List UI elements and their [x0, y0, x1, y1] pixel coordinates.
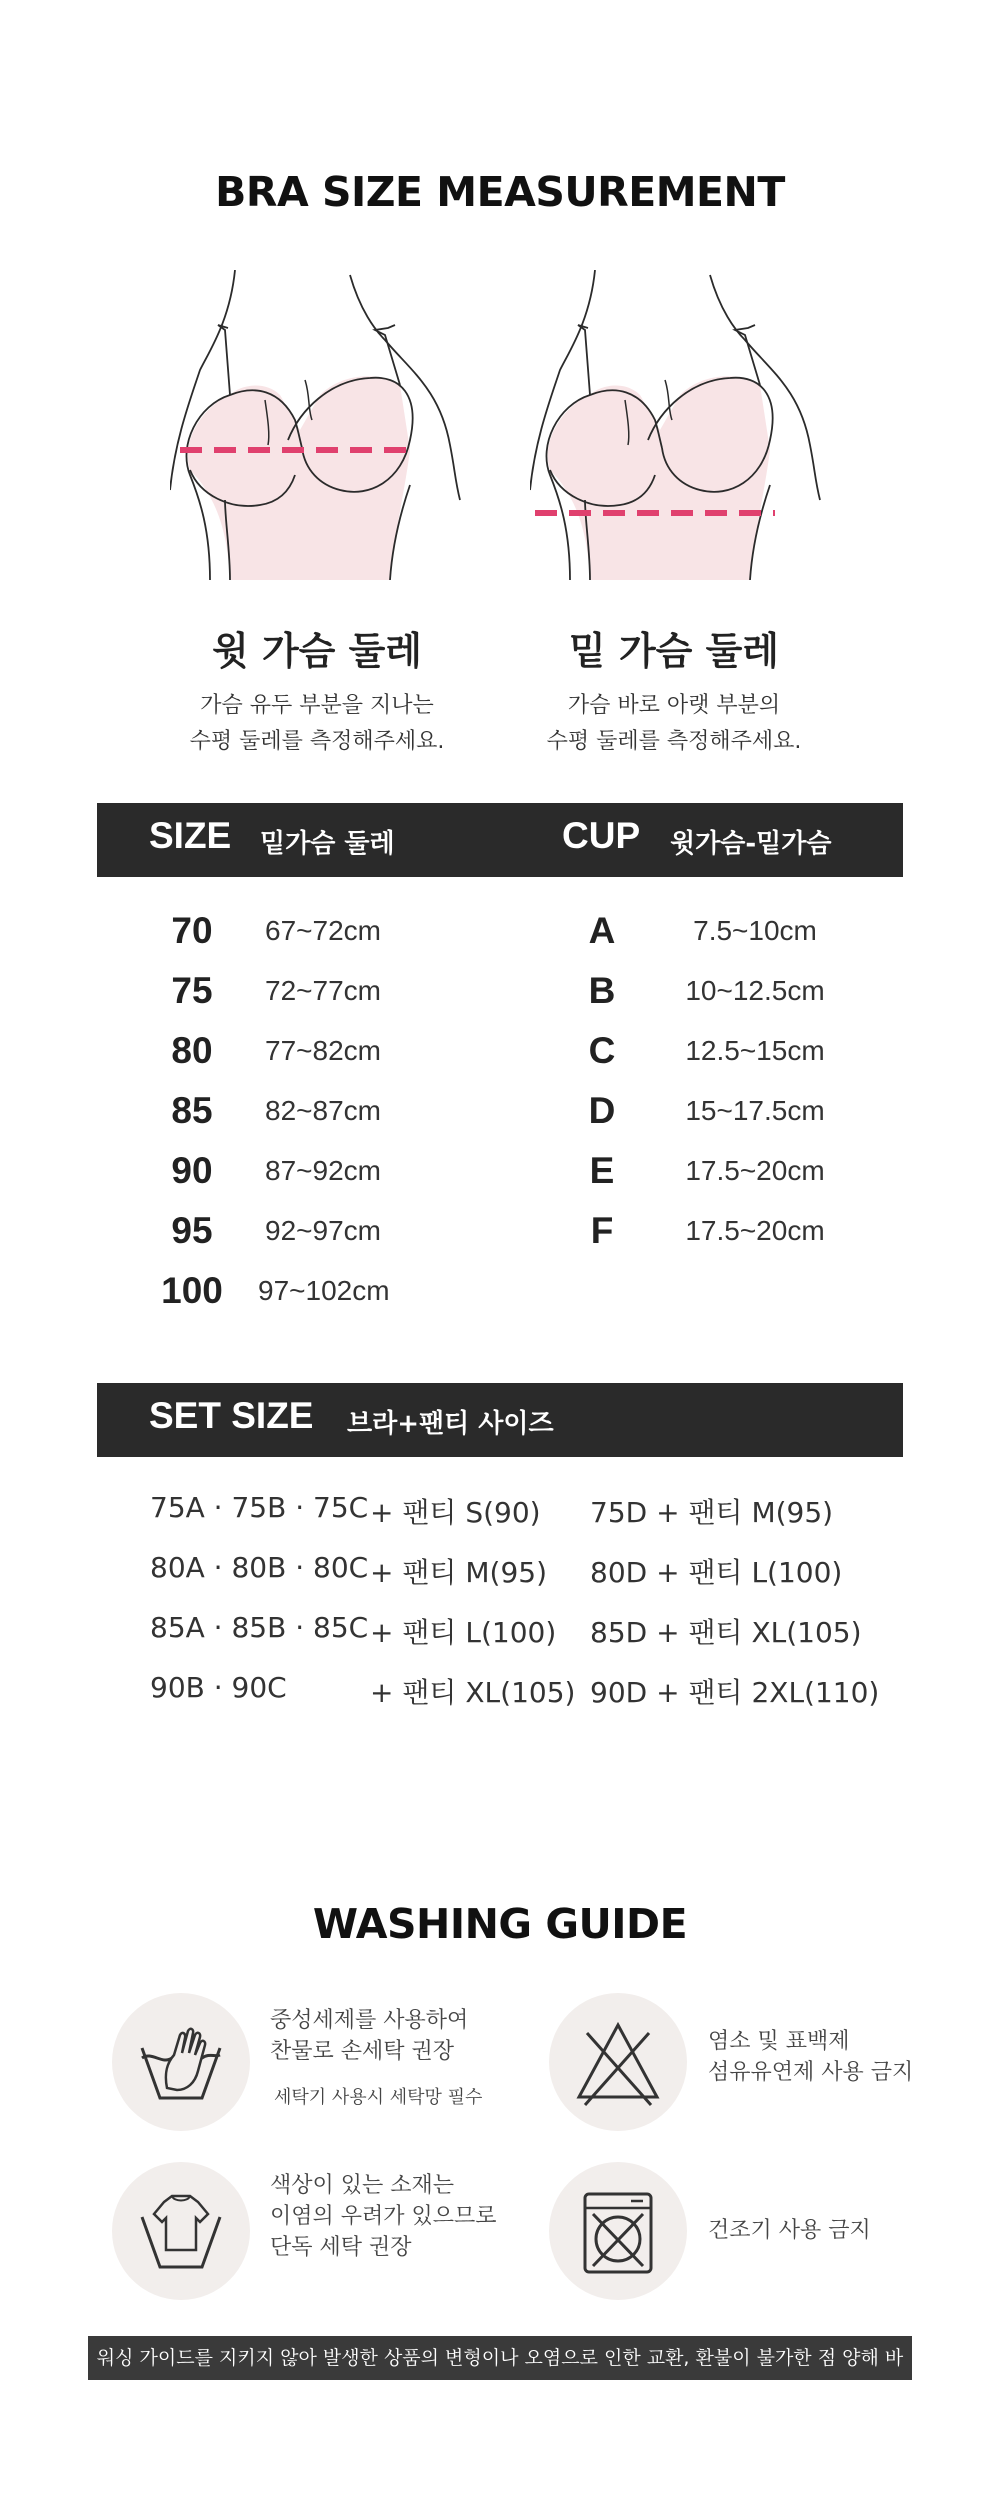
size-range: 77~82cm — [265, 1035, 381, 1066]
size-sub-label: 밑가슴 둘레 — [260, 829, 395, 859]
set-panty-size: + 팬티 S(90) — [370, 1496, 541, 1529]
cup-range: 12.5~15cm — [685, 1035, 825, 1066]
no-bleach-icon — [549, 1993, 687, 2131]
cup-value: A — [588, 910, 616, 951]
cup-value: C — [588, 1030, 616, 1071]
size-value: 100 — [161, 1270, 223, 1311]
set-bra-sizes: 80A · 80B · 80C — [150, 1551, 369, 1584]
hand-wash-note: 세탁기 사용시 세탁망 필수 — [274, 2087, 483, 2108]
under-bust-desc-2: 수평 둘레를 측정해주세요. — [546, 729, 802, 754]
size-cup-header-bar — [97, 803, 903, 877]
size-value: 85 — [171, 1090, 213, 1131]
size-label: SIZE — [149, 815, 232, 856]
size-range: 82~87cm — [265, 1095, 381, 1126]
separate-wash-line-2: 이염의 우려가 있으므로 — [270, 2204, 497, 2229]
cup-value: F — [590, 1210, 614, 1251]
size-range: 87~92cm — [265, 1155, 381, 1186]
set-size-label: SET SIZE — [149, 1395, 314, 1436]
set-size-header-bar — [97, 1383, 903, 1457]
separate-wash-line-3: 단독 세탁 권장 — [270, 2235, 412, 2260]
upper-bust-illustration — [170, 270, 470, 585]
upper-bust-title: 윗 가슴 둘레 — [212, 629, 422, 673]
cup-label: CUP — [562, 815, 641, 856]
size-value: 95 — [171, 1210, 213, 1251]
no-tumble-dry-line-1: 건조기 사용 금지 — [708, 2218, 871, 2243]
washing-guide-title: WASHING GUIDE — [312, 1900, 688, 1948]
bra-size-title: BRA SIZE MEASUREMENT — [215, 168, 785, 216]
size-range: 67~72cm — [265, 915, 381, 946]
set-bra-sizes: 75A · 75B · 75C — [150, 1491, 369, 1524]
cup-range: 17.5~20cm — [685, 1215, 825, 1246]
cup-sub-label: 윗가슴-밑가슴 — [670, 829, 832, 859]
size-range: 97~102cm — [258, 1275, 390, 1306]
size-value: 70 — [171, 910, 213, 951]
set-panty-size: + 팬티 XL(105) — [370, 1676, 576, 1709]
washing-notice-bar: 워싱 가이드를 지키지 않아 발생한 상품의 변형이나 오염으로 인한 교환, 환불이 불가한 점 양해 바랍니다. — [88, 2336, 912, 2380]
cup-range: 10~12.5cm — [685, 975, 825, 1006]
cup-value: B — [588, 970, 616, 1011]
set-d-cup-combo: 90D + 팬티 2XL(110) — [590, 1676, 880, 1709]
set-panty-size: + 팬티 L(100) — [370, 1616, 557, 1649]
upper-bust-desc-2: 수평 둘레를 측정해주세요. — [189, 729, 445, 754]
set-bra-sizes: 85A · 85B · 85C — [150, 1611, 369, 1644]
under-bust-title: 밑 가슴 둘레 — [569, 629, 779, 673]
separate-wash-icon — [112, 2162, 250, 2300]
set-panty-size: + 팬티 M(95) — [370, 1556, 547, 1589]
hand-wash-icon — [112, 1993, 250, 2131]
cup-value: D — [588, 1090, 616, 1131]
under-bust-illustration — [530, 270, 830, 585]
no-tumble-dry-icon — [549, 2162, 687, 2300]
size-value: 90 — [171, 1150, 213, 1191]
no-bleach-line-2: 섬유유연제 사용 금지 — [708, 2060, 914, 2085]
upper-bust-desc-1: 가슴 유두 부분을 지나는 — [200, 693, 434, 718]
no-bleach-line-1: 염소 및 표백제 — [708, 2029, 850, 2054]
hand-wash-line-2: 찬물로 손세탁 권장 — [270, 2039, 455, 2064]
size-range: 92~97cm — [265, 1215, 381, 1246]
set-size-sub-label: 브라+팬티 사이즈 — [347, 1409, 554, 1439]
set-d-cup-combo: 85D + 팬티 XL(105) — [590, 1616, 862, 1649]
hand-wash-line-1: 중성세제를 사용하여 — [270, 2008, 469, 2033]
size-range: 72~77cm — [265, 975, 381, 1006]
cup-range: 15~17.5cm — [685, 1095, 825, 1126]
cup-value: E — [589, 1150, 615, 1191]
set-bra-sizes: 90B · 90C — [150, 1671, 287, 1704]
size-value: 80 — [171, 1030, 213, 1071]
set-d-cup-combo: 80D + 팬티 L(100) — [590, 1556, 843, 1589]
separate-wash-line-1: 색상이 있는 소재는 — [270, 2173, 455, 2198]
under-bust-desc-1: 가슴 바로 아랫 부분의 — [567, 693, 781, 718]
cup-range: 7.5~10cm — [693, 915, 817, 946]
cup-range: 17.5~20cm — [685, 1155, 825, 1186]
size-value: 75 — [171, 970, 213, 1011]
set-d-cup-combo: 75D + 팬티 M(95) — [590, 1496, 834, 1529]
